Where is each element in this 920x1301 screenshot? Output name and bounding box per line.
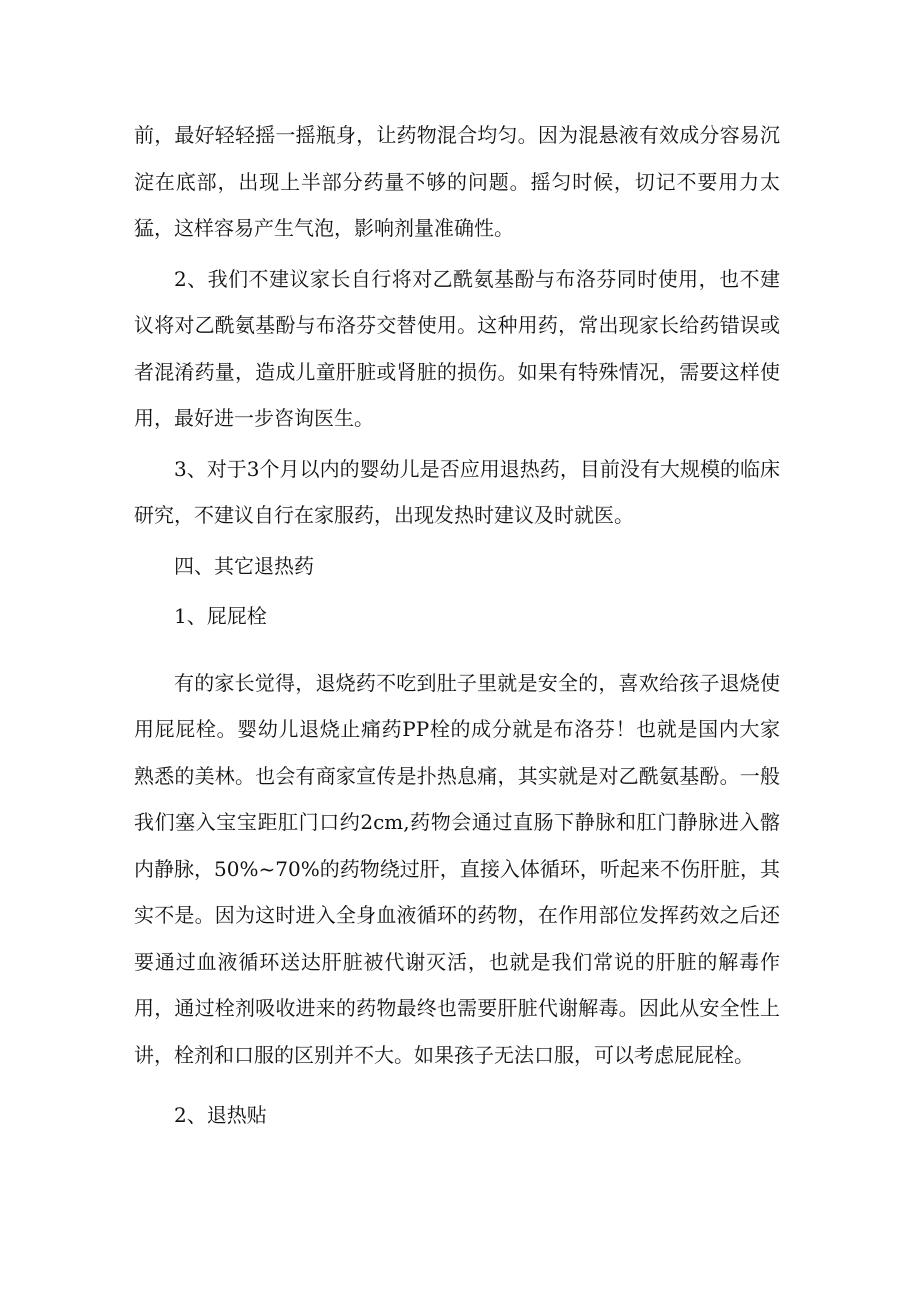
paragraph-shake-bottle: 前，最好轻轻摇一摇瓶身，让药物混合均匀。因为混悬液有效成分容易沉淀在底部，出现上半部分药量不够的问题。摇匀时候，切记不要用力太猛，这样容易产生气泡，影响剂量准确性。: [134, 123, 780, 240]
subheading-cooling-patch: 2、退热贴: [174, 1103, 267, 1127]
paragraph-suppository-details: 有的家长觉得，退烧药不吃到肚子里就是安全的，喜欢给孩子退烧使用屁屁栓。婴幼儿退烧止痛药PP栓的成分就是布洛芬！也就是国内大家熟悉的美林。也会有商家宣传是扑热息痛，其实就是对乙酰氨基酚。一般我们塞入宝宝距肛门口约2cm,药物会通过直肠下静脉和肛门静脉进入髂内静脉，50%~70%的药物绕过肝，直接入体循环，听起来不伤肝脏，其实不是。因为这时进入全身血液循环的药物，在作用部位发挥药效之后还要通过血液循环送达肝脏被代谢灭活，也就是我们常说的肝脏的解毒作用，通过栓剂吸收进来的药物最终也需要肝脏代谢解毒。因此从安全性上讲，栓剂和口服的区别并不大。如果孩子无法口服，可以考虑屁屁栓。: [134, 670, 780, 1067]
paragraph-item-3-infants: 3、对于3个月以内的婴幼儿是否应用退热药，目前没有大规模的临床研究，不建议自行在家服药，出现发热时建议及时就医。: [134, 456, 780, 527]
document-body: [134, 112, 780, 1139]
subheading-suppository: 1、屁屁栓: [174, 604, 267, 628]
section-heading-other-antipyretics: 四、其它退热药: [174, 553, 314, 578]
paragraph-item-2-no-combined-use: 2、我们不建议家长自行将对乙酰氨基酚与布洛芬同时使用，也不建议将对乙酰氨基酚与布洛芬交替使用。这种用药，常出现家长给药错误或者混淆药量，造成儿童肝脏或肾脏的损伤。如果有特殊情况，需要这样使用，最好进一步咨询医生。: [134, 266, 780, 430]
